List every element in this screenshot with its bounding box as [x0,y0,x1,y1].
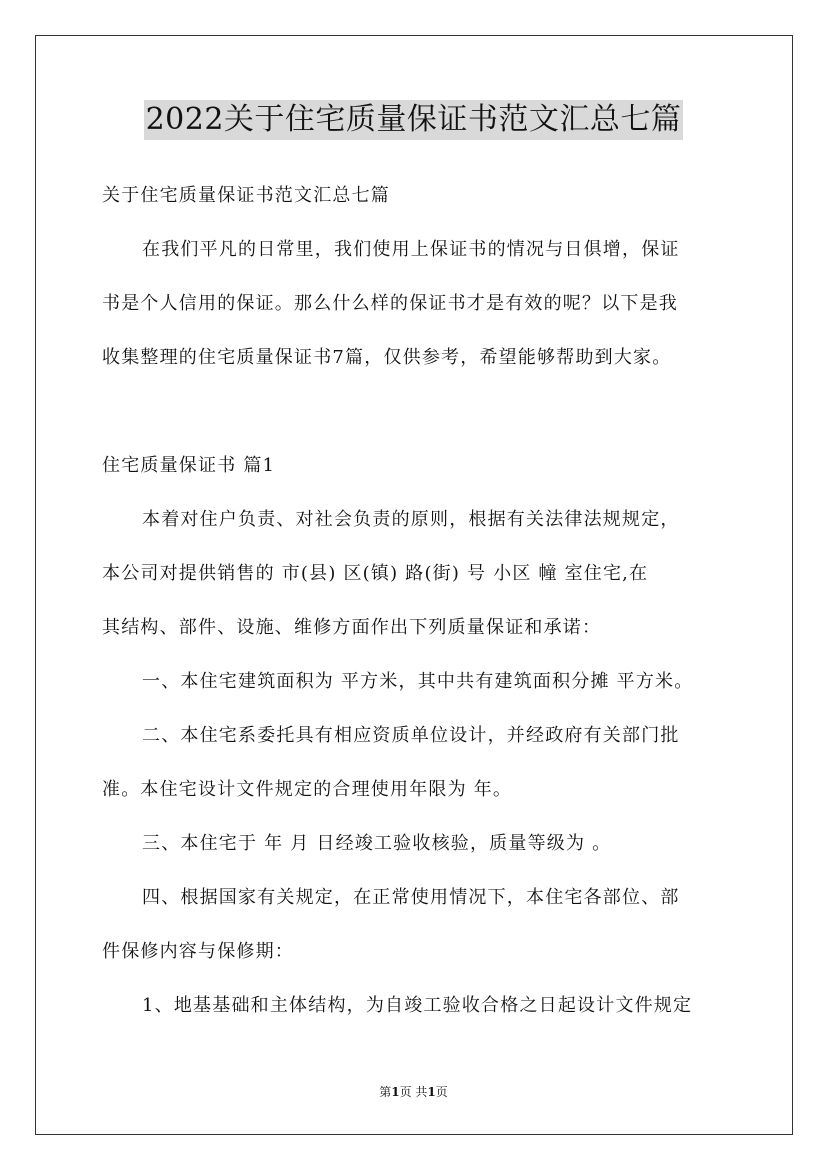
footer-total-pages: 1 [427,1085,436,1099]
body-line-1: 本着对住户负责、对社会负责的原则，根据有关法律法规规定， [142,509,680,530]
title-container [0,100,827,140]
footer-middle: 页 共 [399,1085,428,1099]
body-line-10: 1、地基基础和主体结构，为自竣工验收合格之日起设计文件规定 [142,995,693,1016]
footer-prefix: 第 [379,1085,392,1099]
body-line-9: 件保修内容与保修期： [102,941,294,962]
subtitle-line: 关于住宅质量保证书范文汇总七篇 [102,185,390,206]
intro-line-2: 书是个人信用的保证。那么什么样的保证书才是有效的呢？以下是我 [102,293,678,314]
body-line-5: 二、本住宅系委托具有相应资质单位设计，并经政府有关部门批 [142,725,680,746]
body-line-4: 一、本住宅建筑面积为 平方米，其中共有建筑面积分摊 平方米。 [142,671,694,692]
body-line-6: 准。本住宅设计文件规定的合理使用年限为 年。 [102,779,513,800]
body-line-7: 三、本住宅于 年 月 日经竣工验收核验，质量等级为 。 [142,833,612,854]
section-heading: 住宅质量保证书 篇1 [102,455,276,476]
intro-line-3: 收集整理的住宅质量保证书7篇，仅供参考，希望能够帮助到大家。 [102,347,672,368]
body-line-3: 其结构、部件、设施、维修方面作出下列质量保证和承诺： [102,617,602,638]
footer-current-page: 1 [391,1085,400,1099]
footer-suffix: 页 [435,1085,448,1099]
intro-line-1: 在我们平凡的日常里，我们使用上保证书的情况与日俱增，保证 [142,239,680,260]
page-footer [0,1084,827,1100]
body-line-2: 本公司对提供销售的 市(县) 区(镇) 路(街) 号 小区 幢 室住宅,在 [102,563,649,584]
body-line-8: 四、根据国家有关规定，在正常使用情况下，本住宅各部位、部 [142,887,680,908]
document-title: 2022关于住宅质量保证书范文汇总七篇 [144,100,684,140]
